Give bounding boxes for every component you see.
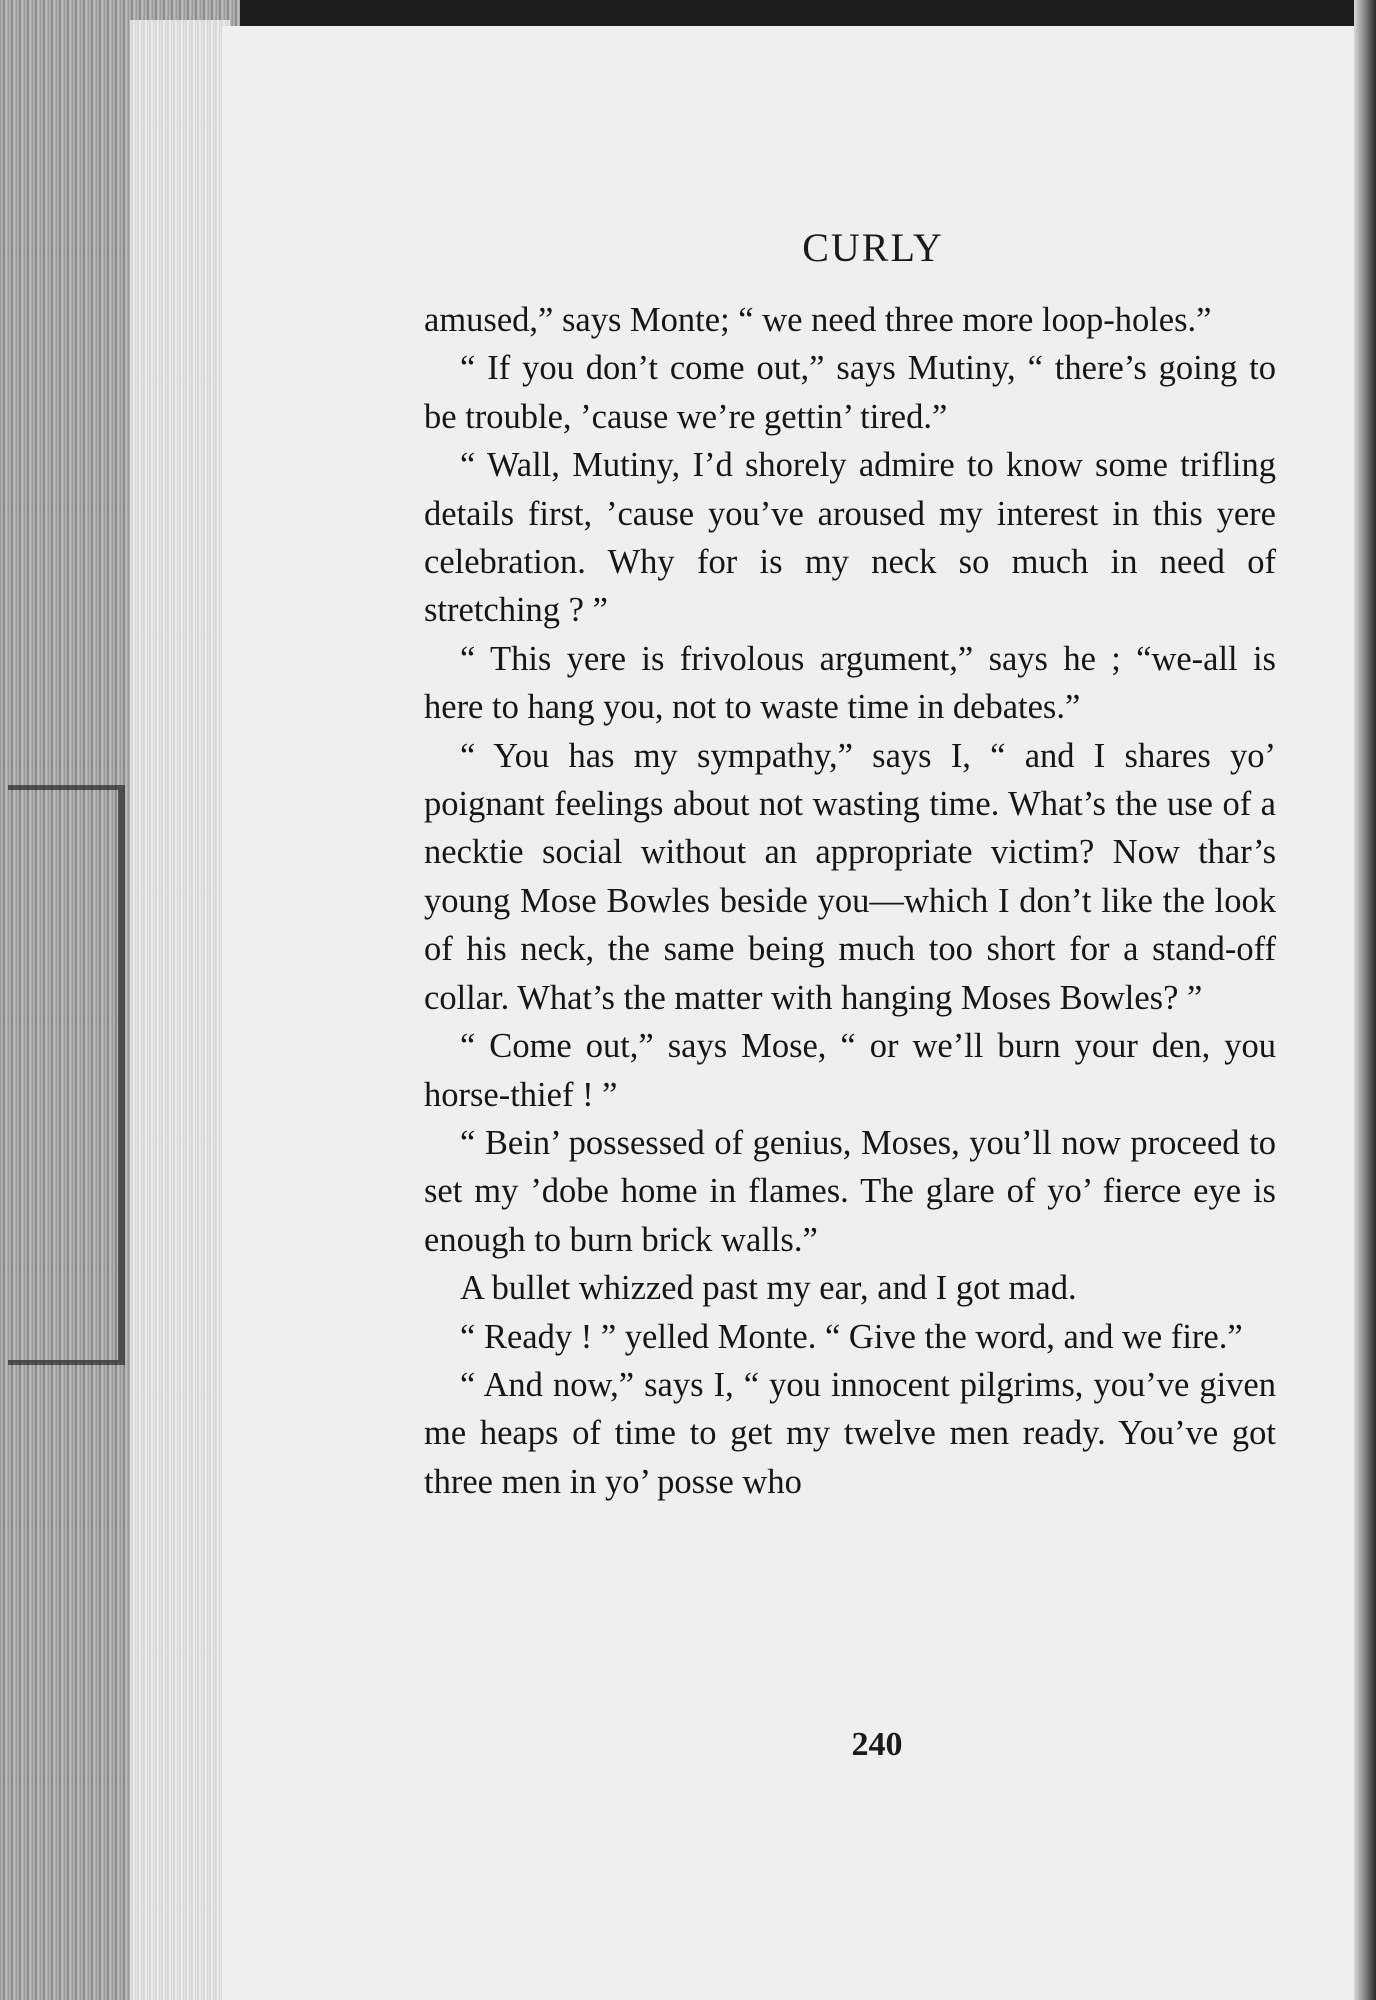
paragraph: “ Wall, Mutiny, I’d shorely admire to know some trifling details first, ’cause you’ve aroused my interest in this yere celebration. Why for is my neck so much in need of stretching ? ” [424, 446, 1276, 630]
page-number: 240 [851, 1726, 903, 1763]
paragraph: “ If you don’t come out,” says Mutiny, “ there’s going to be trouble, ’cause we’re gettin’ tired.” [424, 349, 1276, 436]
paragraph: “ Come out,” says Mose, “ or we’ll burn your den, you horse-thief ! ” [424, 1027, 1276, 1114]
running-head: CURLY [802, 225, 944, 270]
library-stamp [8, 785, 125, 1365]
book-page [222, 26, 1354, 2000]
paragraph: “ Ready ! ” yelled Monte. “ Give the word, and we fire.” [460, 1317, 1243, 1356]
book-page-edges-inner [130, 20, 230, 2000]
body-text [424, 296, 1276, 1506]
paragraph: A bullet whizzed past my ear, and I got mad. [460, 1269, 1077, 1308]
paragraph: amused,” says Monte; “ we need three more loop-holes.” [424, 301, 1212, 339]
paragraph: “ You has my sympathy,” says I, “ and I shares yo’ poignant feelings about not wasting time. What’s the use of a necktie social without an appropriate victim? Now thar’s young Mose Bowles beside you—which I don’t like the look of his neck, the same being much too short for a stand-off collar. What’s the matter with hanging Moses Bowles? ” [424, 736, 1276, 1017]
page-gutter-shadow [1354, 0, 1376, 2000]
paragraph: “ And now,” says I, “ you innocent pilgrims, you’ve given me heaps of time to get my twelve men ready. You’ve got three men in yo’ posse who [424, 1365, 1276, 1501]
paragraph: “ This yere is frivolous argument,” says he ; “we-all is here to hang you, not to waste time in debates.” [424, 639, 1276, 727]
paragraph: “ Bein’ possessed of genius, Moses, you’ll now proceed to set my ’dobe home in flames. The glare of yo’ fierce eye is enough to burn brick walls.” [424, 1123, 1276, 1259]
